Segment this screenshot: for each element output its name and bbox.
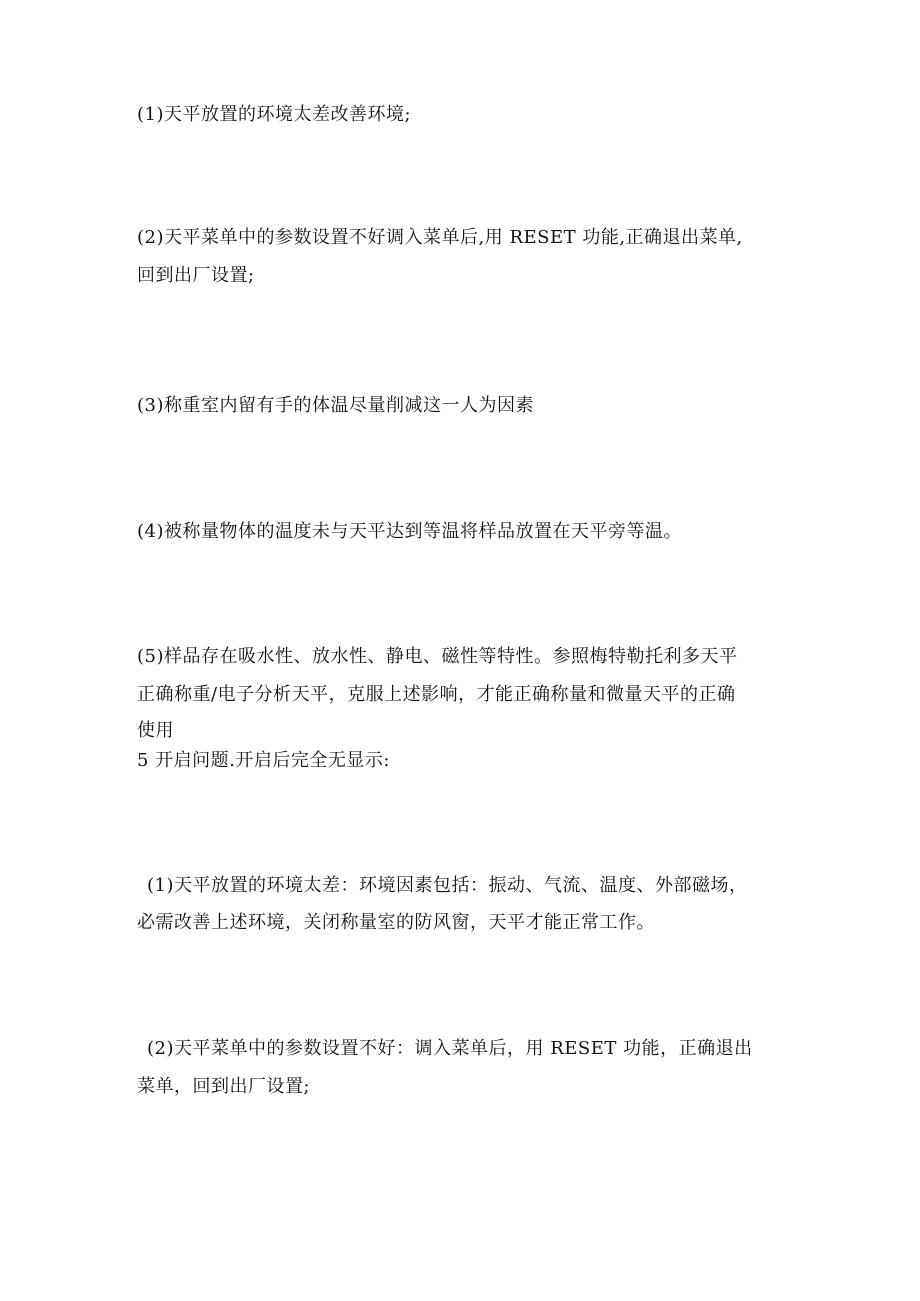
paragraph-3-line-1: (3)称重室内留有手的体温尽量削减这一人为因素 <box>137 395 534 416</box>
paragraph-7-line-2: 菜单，回到出厂设置; <box>137 1076 311 1097</box>
paragraph-2-line-1: (2)天平菜单中的参数设置不好调入菜单后,用 RESET 功能,正确退出菜单, <box>137 227 743 248</box>
paragraph-2-line-2: 回到出厂设置; <box>137 265 255 286</box>
paragraph-5-line-2: 正确称重/电子分析天平，克服上述影响，才能正确称量和微量天平的正确 <box>137 684 736 705</box>
paragraph-6-line-1: (1)天平放置的环境太差：环境因素包括：振动、气流、温度、外部磁场， <box>147 875 748 896</box>
section-heading: 5 开启问题.开启后完全无显示: <box>137 750 390 771</box>
paragraph-1-line-1: (1)天平放置的环境太差改善环境; <box>137 104 412 125</box>
paragraph-7-line-1: (2)天平菜单中的参数设置不好：调入菜单后，用 RESET 功能，正确退出 <box>147 1038 753 1059</box>
paragraph-6-line-2: 必需改善上述环境，关闭称量室的防风窗，天平才能正常工作。 <box>137 912 655 933</box>
paragraph-5-line-3: 使用 <box>137 720 174 741</box>
paragraph-5-line-1: (5)样品存在吸水性、放水性、静电、磁性等特性。参照梅特勒托利多天平 <box>137 646 738 667</box>
paragraph-4-line-1: (4)被称量物体的温度未与天平达到等温将样品放置在天平旁等温。 <box>137 521 682 542</box>
